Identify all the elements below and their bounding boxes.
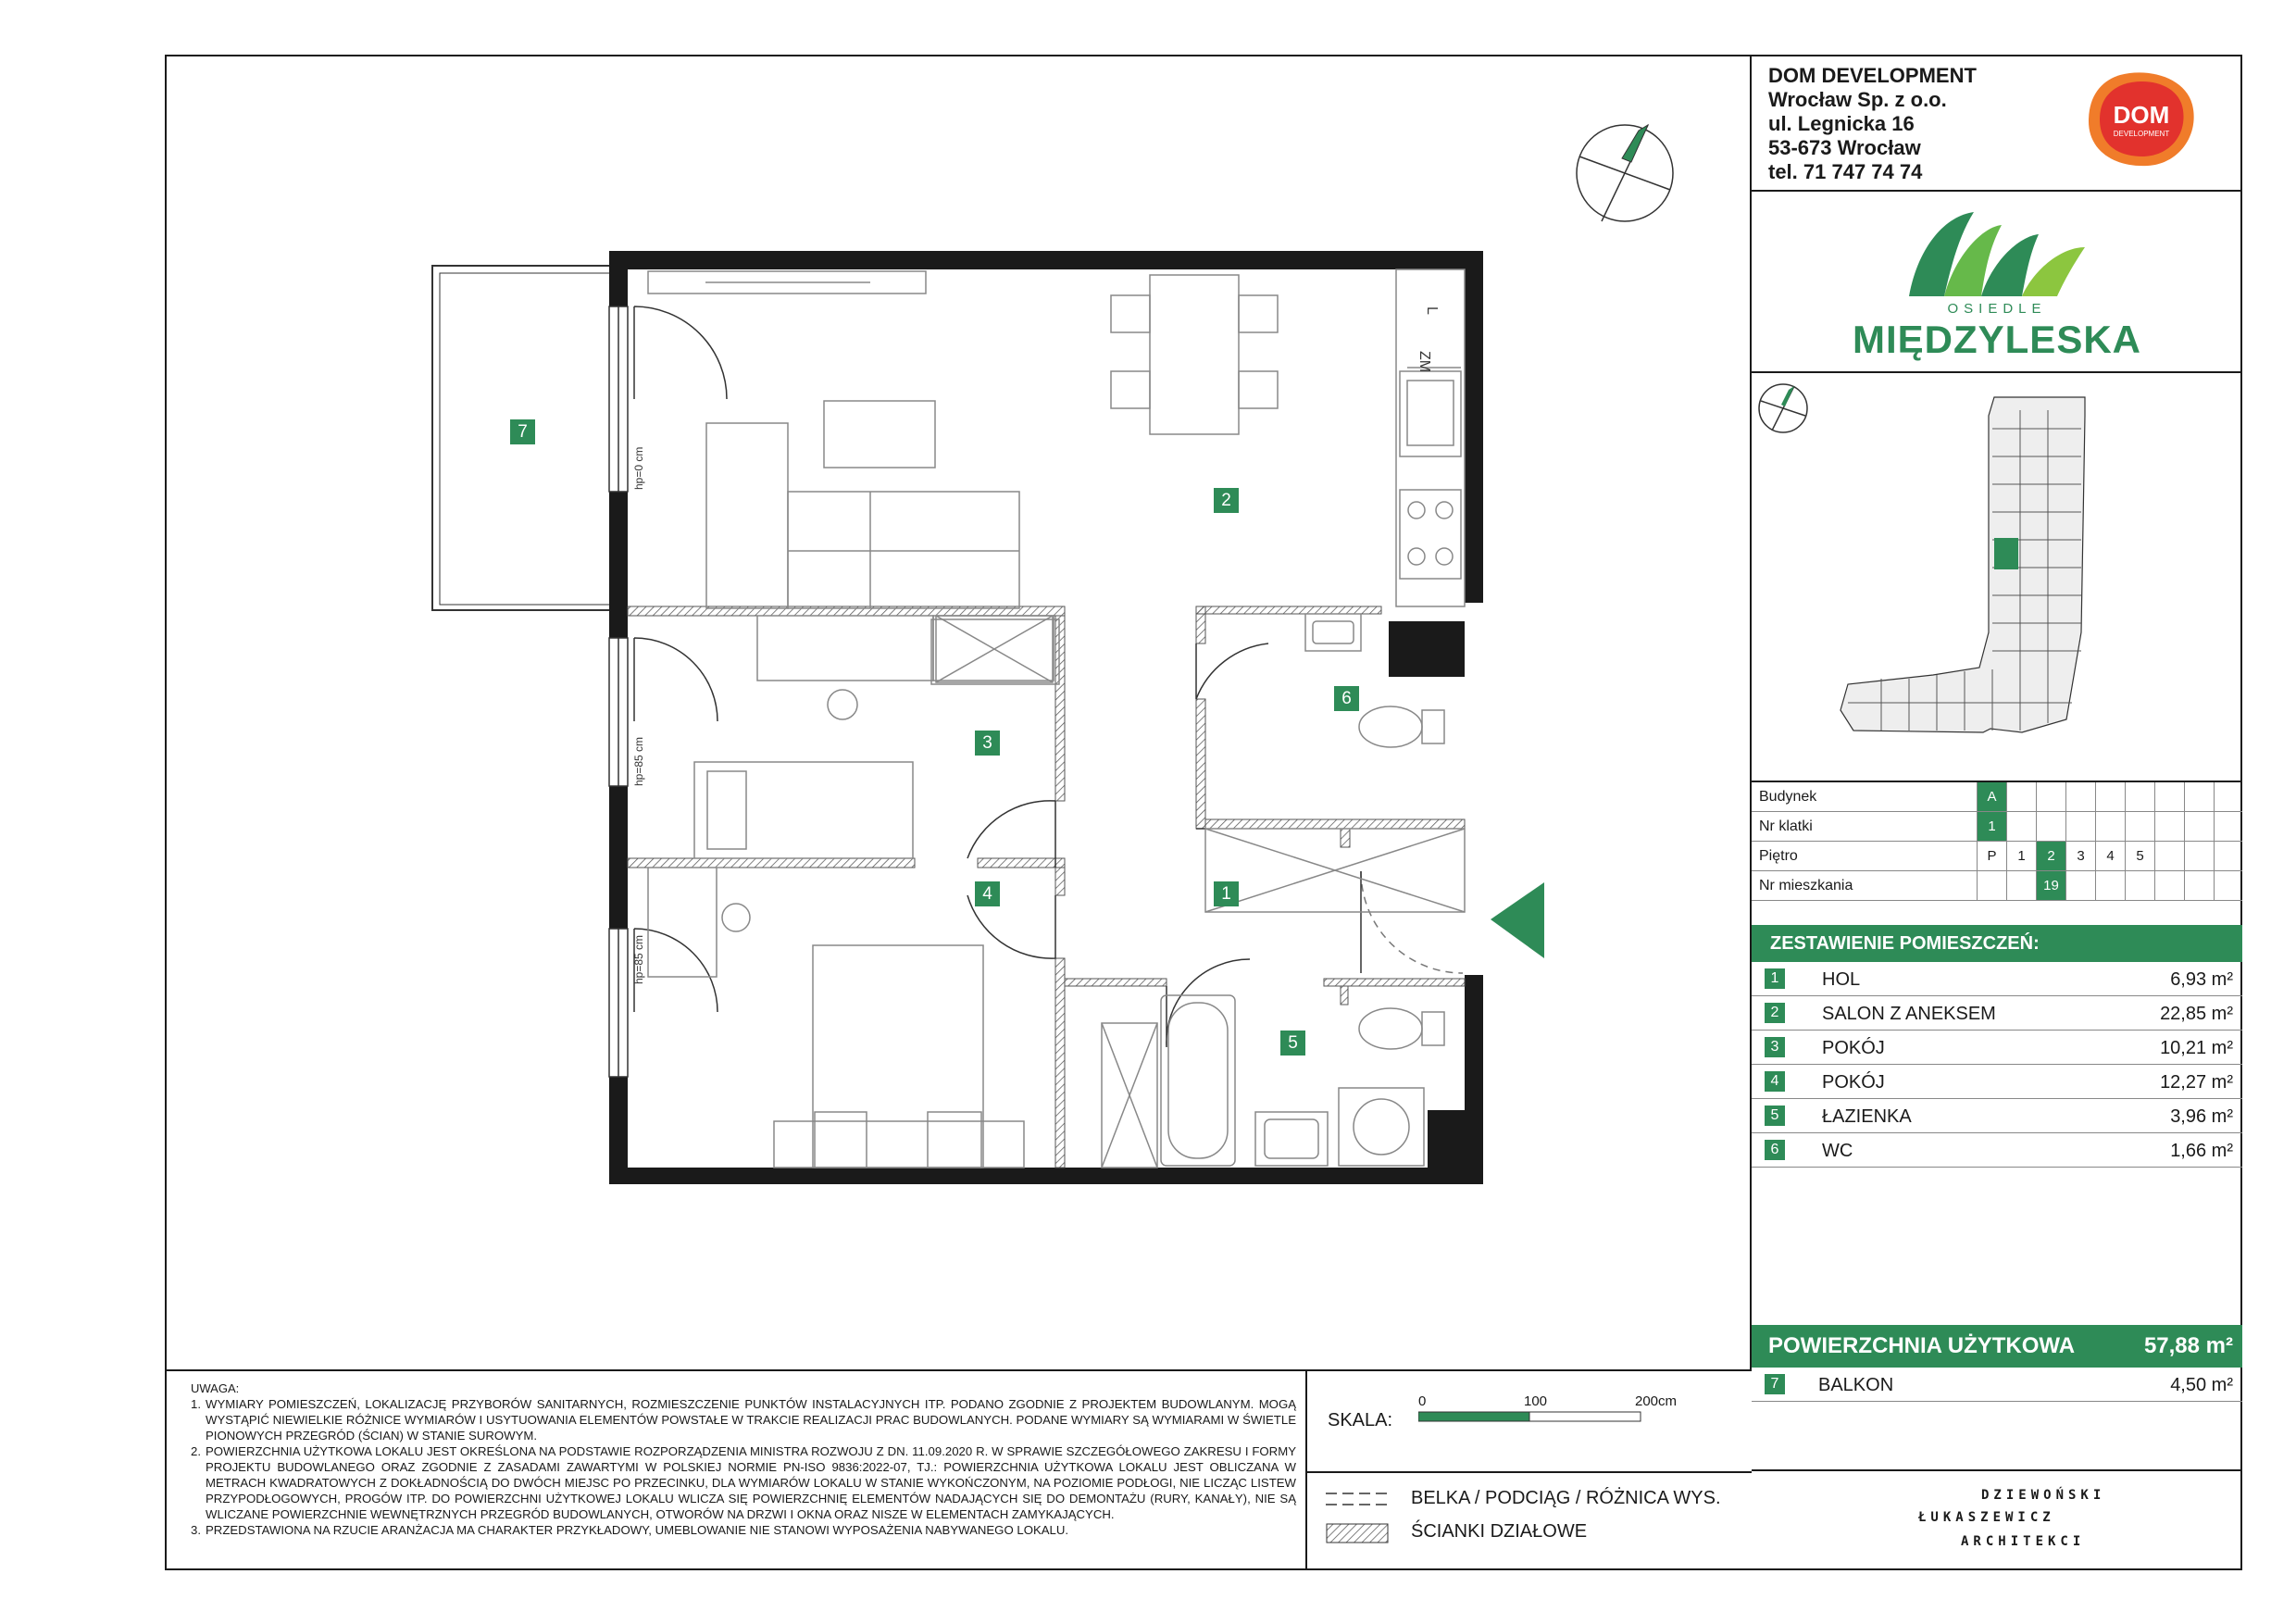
room-row: 6 WC 1,66 m² [1752, 1133, 2242, 1168]
notes-heading: UWAGA: [191, 1381, 240, 1395]
scale-tick-200: 200cm [1635, 1393, 1678, 1409]
window-label-room4: hp=85 cm [632, 934, 645, 984]
floor-3: 3 [2065, 842, 2095, 870]
room-tag-3: 3 [975, 731, 1000, 756]
info-row-building: Budynek A [1752, 782, 2242, 812]
room-tag-1: 1 [1214, 881, 1239, 906]
keyplan-north-icon [1759, 384, 1807, 432]
dishwasher-label: ZM [1416, 351, 1432, 373]
total-area [1752, 1325, 2242, 1368]
floor-1: 1 [2006, 842, 2036, 870]
company-block [1752, 56, 2242, 192]
window-label-room3: hp=85 cm [632, 736, 645, 786]
apartment-highlight [1994, 538, 2018, 569]
company-phone: tel. 71 747 74 74 [1768, 160, 1923, 183]
staircase-value: 1 [1977, 812, 2006, 841]
fridge-label: L [1424, 306, 1440, 315]
legend [1307, 1473, 1752, 1570]
room-tag-4: 4 [975, 881, 1000, 906]
north-arrow-icon [1577, 125, 1673, 221]
rooms-list [1752, 962, 2242, 1168]
room-tag-5: 5 [1280, 1031, 1305, 1056]
brand-name: MIĘDZYLESKA [1852, 318, 2141, 361]
side-panel [1752, 56, 2242, 1570]
total-label: POWIERZCHNIA UŻYTKOWA [1768, 1333, 2076, 1358]
dom-development-logo [2083, 68, 2200, 169]
scale-graphic [1418, 1410, 1650, 1423]
note-item: 1. WYMIARY POMIESZCZEŃ, LOKALIZACJĘ PRZYBORÓW SANITARNYCH, ROZMIESZCZENIE PUNKTÓW INSTALACYJNYCH ITP. PODANO ZGODNIE Z PROJEKTEM BUDOWLANYM. MOGĄ WYSTĄPIĆ NIEWIELKIE RÓŻNICE WYMIARÓW I USYTUOWANIA ELEMENTÓW POWSTAŁE W TRAKCIE REALIZACJI PRAC BUDOWLANYCH. PODANE WYMIARY SĄ WYMIARAMI W ŚWIETLE PIONOWYCH PRZEGRÓD (ŚCIAN) W STANIE SUROWYM. [191, 1397, 1296, 1443]
notes [167, 1371, 1307, 1570]
room-tag-6: 6 [1334, 686, 1359, 711]
info-row-floor: Piętro P 1 2 3 4 5 [1752, 842, 2242, 871]
floor-plan-drawing [167, 56, 1752, 1371]
apartment-info-table [1752, 781, 2242, 901]
architect-line-2: ŁUKASZEWICZ [1918, 1510, 2055, 1525]
osiedle-brand [1752, 192, 2242, 373]
scale-tick-100: 100 [1524, 1393, 1548, 1409]
legend-beam: BELKA / PODCIĄG / RÓŻNICA WYS. [1411, 1488, 1721, 1508]
floor-2: 2 [2036, 842, 2065, 870]
beam-legend-icon [1326, 1492, 1391, 1506]
architect-logo [1918, 1482, 2106, 1556]
key-plan [1752, 373, 2242, 781]
window-label-living: hp=0 cm [632, 446, 645, 490]
svg-text:DEVELOPMENT: DEVELOPMENT [2113, 130, 2170, 138]
svg-text:DOM: DOM [2113, 101, 2170, 129]
info-row-staircase: Nr klatki 1 [1752, 812, 2242, 842]
plan-sheet [165, 55, 2242, 1570]
legend-partition: ŚCIANKI DZIAŁOWE [1411, 1521, 1588, 1542]
room-row: 5 ŁAZIENKA 3,96 m² [1752, 1099, 2242, 1133]
room-row: 1 HOL 6,93 m² [1752, 962, 2242, 996]
room-row: 4 POKÓJ 12,27 m² [1752, 1065, 2242, 1099]
note-item: 2. POWIERZCHNIA UŻYTKOWA LOKALU JEST OKREŚLONA NA PODSTAWIE ROZPORZĄDZENIA MINISTRA ROZWOJU Z DN. 11.09.2020 R. W SPRAWIE SZCZEGÓŁOWEGO ZAKRESU I FORMY PROJEKTU BUDOWLANEGO ORAZ ZGODNIE Z ZASADAMI ZAWARTYMI W POLSKIEJ NORMIE PN-ISO 9836:2022-07, TJ.: POWIERZCHNIA UŻYTKOWA LOKALU JEST OBLICZANA W METRACH KWADRATOWYCH Z DOKŁADNOŚCIĄ DO DWÓCH MIEJSC PO PRZECINKU, DLA WYMIARÓW LOKALU W STANIE WYKOŃCZONYM, NA POZIOMIE PODŁOGI, NIE LICZĄC LISTEW PRZYPODŁOGOWYCH, PROGÓW ITP. DO POWIERZCHNI UŻYTKOWEJ LOKALU WLICZA SIĘ POWIERZCHNIĘ ELEMENTÓW NADAJĄCYCH SIĘ DO DEMONTAŻU (RURY, KANAŁY), NIE SĄ WLICZANE POWIERZCHNIE WEWNĘTRZNYCH PRZEGRÓD BUDOWLANYCH, OTWORÓW NA DRZWI I OKNA ORAZ NISZE W ELEMENTACH ZAMYKAJĄCYCH. [191, 1444, 1296, 1521]
rooms-header: ZESTAWIENIE POMIESZCZEŃ: [1752, 925, 2242, 962]
company-name: DOM DEVELOPMENT [1768, 64, 1977, 87]
walls [609, 251, 1483, 1184]
room-row: 3 POKÓJ 10,21 m² [1752, 1031, 2242, 1065]
floor-plan-area [167, 56, 1752, 1371]
total-value: 57,88 m² [2143, 1333, 2233, 1358]
company-entity: Wrocław Sp. z o.o. [1768, 88, 1947, 111]
architect-line-3: ARCHITEKCI [1961, 1534, 2086, 1549]
room-tag-2: 2 [1214, 488, 1239, 513]
floor-5: 5 [2125, 842, 2154, 870]
scale-bar [1307, 1371, 1752, 1473]
company-city: 53-673 Wrocław [1768, 136, 1921, 159]
balcony-row: 7 BALKON 4,50 m² [1752, 1368, 2242, 1402]
apartment-number: 19 [2036, 871, 2065, 900]
scale-label: SKALA: [1328, 1410, 1393, 1430]
leaf-logo-icon [1900, 208, 2094, 301]
building-value: A [1977, 782, 2006, 811]
room-tag-7: 7 [510, 419, 535, 444]
company-street: ul. Legnicka 16 [1768, 112, 1915, 135]
partition-legend-icon [1326, 1523, 1391, 1545]
architect-line-1: DZIEWOŃSKI [1981, 1488, 2106, 1503]
scale-tick-0: 0 [1418, 1393, 1427, 1409]
note-item: 3. PRZEDSTAWIONA NA RZUCIE ARANŻACJA MA CHARAKTER PRZYKŁADOWY, UMEBLOWANIE NIE STANOWI WYPOSAŻENIA NABYWANEGO LOKALU. [191, 1523, 1069, 1537]
floor-4: 4 [2095, 842, 2125, 870]
doors [634, 306, 1268, 1047]
floor-p: P [1977, 842, 2006, 870]
room-row: 2 SALON Z ANEKSEM 22,85 m² [1752, 996, 2242, 1031]
entrance-arrow-icon [1491, 882, 1544, 958]
info-row-apartment: Nr mieszkania 19 [1752, 871, 2242, 901]
brand-small-text: OSIEDLE [1947, 301, 2047, 317]
